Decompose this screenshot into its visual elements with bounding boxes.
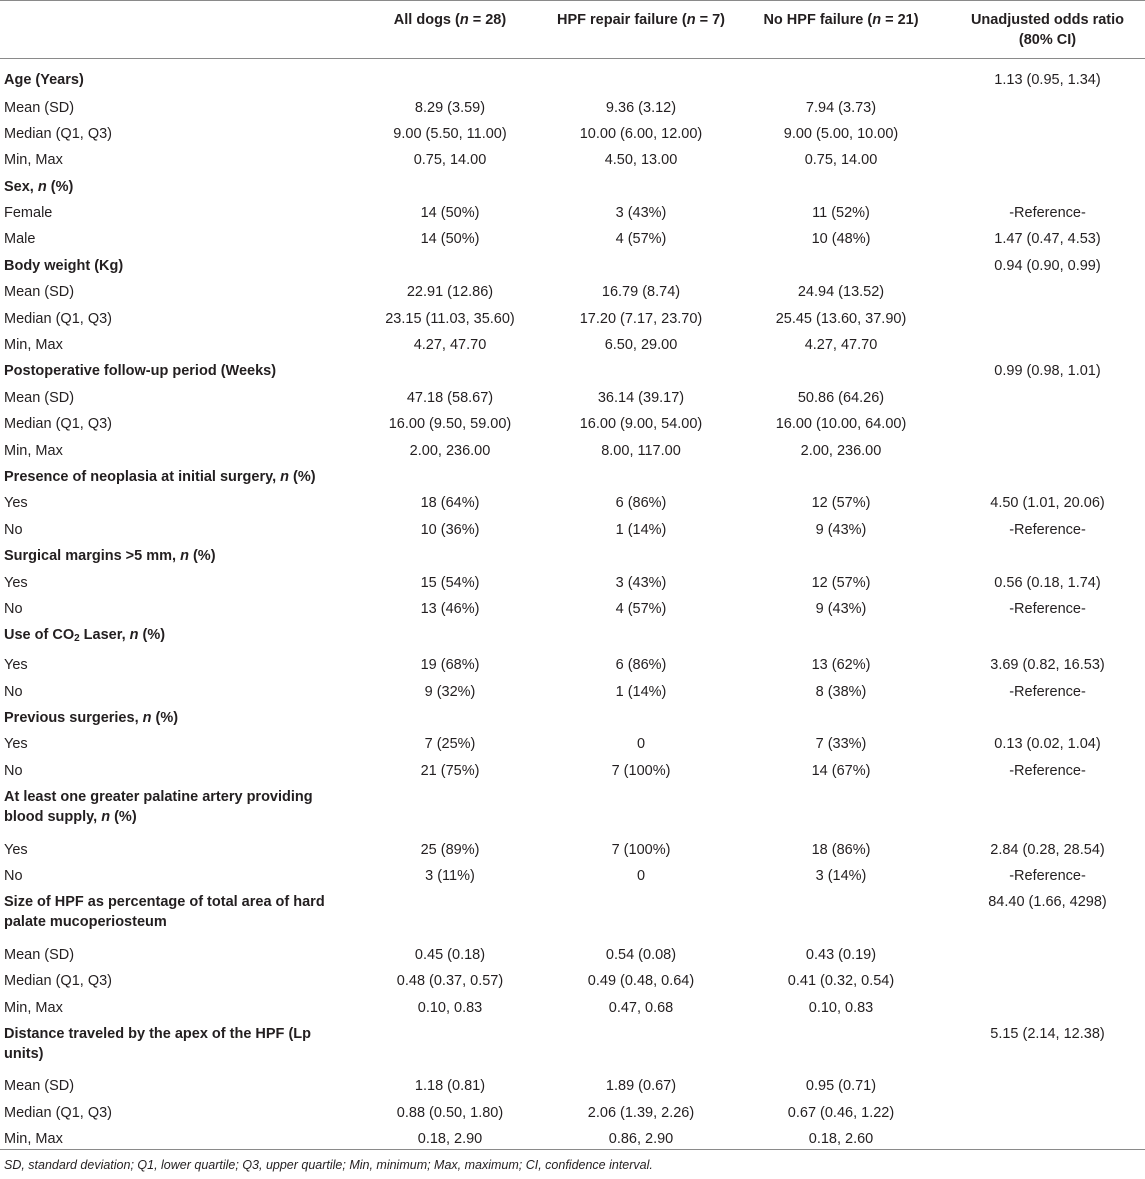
cell-odds-ratio: 4.50 (1.01, 20.06) (990, 495, 1105, 512)
row-label: Yes (4, 657, 28, 674)
cell-hpf-failure: 8.00, 117.00 (601, 442, 681, 459)
cell-no-hpf-failure: 7.94 (3.73) (805, 99, 877, 116)
cell-all-dogs: 14 (50%) (420, 231, 480, 248)
cell-no-hpf-failure (732, 543, 950, 569)
cell-odds-ratio (950, 622, 1145, 652)
row-label: Mean (SD) (4, 389, 75, 406)
cell-odds-ratio: 3.69 (0.82, 16.53) (990, 657, 1105, 674)
cell-odds-ratio (950, 438, 1145, 464)
header-cell-odds-ratio: Unadjusted odds ratio (80% CI) (950, 1, 1145, 59)
section-label: Previous surgeries, n (%) (4, 710, 179, 727)
cell-odds-ratio (950, 385, 1145, 411)
cell-all-dogs (350, 59, 550, 95)
cell-no-hpf-failure (732, 174, 950, 200)
table-row (0, 837, 1145, 863)
row-label: Min, Max (4, 152, 63, 169)
cell-all-dogs: 47.18 (58.67) (406, 389, 494, 406)
table-row (0, 1100, 1145, 1126)
cell-all-dogs (350, 1021, 550, 1073)
cell-odds-ratio: 0.13 (0.02, 1.04) (994, 736, 1101, 753)
cell-no-hpf-failure: 4.27, 47.70 (804, 337, 878, 354)
section-row (0, 464, 1145, 490)
section-row (0, 889, 1145, 941)
table-row (0, 731, 1145, 757)
cell-all-dogs (350, 253, 550, 279)
cell-odds-ratio (950, 411, 1145, 437)
cell-all-dogs: 7 (25%) (424, 736, 476, 753)
table-row (0, 121, 1145, 147)
cell-hpf-failure: 16.79 (8.74) (601, 284, 681, 301)
cell-no-hpf-failure (732, 59, 950, 95)
row-label: No (4, 762, 23, 779)
section-row (0, 784, 1145, 836)
cell-all-dogs (350, 543, 550, 569)
cell-odds-ratio (950, 995, 1145, 1021)
cell-all-dogs: 9.00 (5.50, 11.00) (393, 125, 507, 142)
cell-no-hpf-failure: 13 (62%) (811, 657, 871, 674)
cell-hpf-failure: 9.36 (3.12) (605, 99, 677, 116)
table-header (0, 1, 1145, 59)
cell-hpf-failure (550, 543, 732, 569)
row-label: Female (4, 205, 53, 222)
row-label: Yes (4, 495, 28, 512)
cell-all-dogs: 15 (54%) (420, 574, 480, 591)
cell-no-hpf-failure: 11 (52%) (812, 205, 870, 222)
cell-no-hpf-failure: 14 (67%) (811, 762, 871, 779)
cell-all-dogs: 0.10, 0.83 (417, 999, 483, 1016)
cell-all-dogs: 23.15 (11.03, 35.60) (385, 310, 515, 327)
cell-odds-ratio (950, 332, 1145, 358)
cell-odds-ratio (950, 968, 1145, 994)
row-label: Yes (4, 574, 28, 591)
table-row (0, 942, 1145, 968)
cell-no-hpf-failure: 0.18, 2.60 (808, 1131, 874, 1148)
cell-hpf-failure: 6.50, 29.00 (604, 337, 678, 354)
cell-odds-ratio: -Reference- (1009, 521, 1086, 538)
cell-hpf-failure (550, 358, 732, 384)
cell-odds-ratio (950, 1100, 1145, 1126)
cell-hpf-failure (550, 622, 732, 652)
row-label: Median (Q1, Q3) (4, 310, 112, 327)
cell-hpf-failure (550, 253, 732, 279)
row-label: Min, Max (4, 337, 63, 354)
cell-hpf-failure (550, 464, 732, 490)
cell-all-dogs: 0.88 (0.50, 1.80) (396, 1104, 504, 1121)
cell-odds-ratio: 0.94 (0.90, 0.99) (994, 257, 1101, 274)
cell-odds-ratio: -Reference- (1009, 683, 1086, 700)
table-footnote: SD, standard deviation; Q1, lower quartile; Q3, upper quartile; Min, minimum; Max, maximum; CI, confidence interval. (0, 1149, 1145, 1172)
table-row (0, 517, 1145, 543)
cell-hpf-failure: 17.20 (7.17, 23.70) (579, 310, 703, 327)
table-row (0, 490, 1145, 516)
row-label: No (4, 521, 23, 538)
header-cell-no-hpf-failure: No HPF failure (n = 21) (732, 1, 950, 59)
cell-all-dogs (350, 705, 550, 731)
section-row (0, 253, 1145, 279)
cell-all-dogs: 0.45 (0.18) (414, 946, 486, 963)
cell-odds-ratio (950, 95, 1145, 121)
table-row (0, 385, 1145, 411)
cell-all-dogs: 0.48 (0.37, 0.57) (396, 973, 504, 990)
row-label: Median (Q1, Q3) (4, 1104, 112, 1121)
cell-hpf-failure: 0.54 (0.08) (605, 946, 677, 963)
cell-hpf-failure: 2.06 (1.39, 2.26) (587, 1104, 695, 1121)
cell-hpf-failure: 10.00 (6.00, 12.00) (579, 125, 703, 142)
cell-odds-ratio: -Reference- (1009, 762, 1086, 779)
cell-all-dogs: 13 (46%) (420, 600, 480, 617)
cell-hpf-failure: 1 (14%) (615, 683, 667, 700)
cell-odds-ratio: 0.99 (0.98, 1.01) (994, 363, 1101, 380)
cell-no-hpf-failure (732, 705, 950, 731)
row-label: Yes (4, 736, 28, 753)
cell-odds-ratio: 1.13 (0.95, 1.34) (994, 72, 1101, 88)
cell-odds-ratio (950, 121, 1145, 147)
cell-no-hpf-failure (732, 464, 950, 490)
table-row (0, 863, 1145, 889)
cell-hpf-failure: 0 (636, 736, 646, 753)
cell-no-hpf-failure: 0.43 (0.19) (805, 946, 877, 963)
cell-no-hpf-failure: 12 (57%) (811, 495, 871, 512)
cell-hpf-failure (550, 174, 732, 200)
cell-no-hpf-failure: 0.75, 14.00 (804, 152, 878, 169)
section-label: Sex, n (%) (4, 178, 74, 195)
cell-all-dogs: 0.18, 2.90 (417, 1131, 483, 1148)
cell-hpf-failure: 3 (43%) (615, 574, 667, 591)
cell-no-hpf-failure: 9.00 (5.00, 10.00) (783, 125, 899, 142)
table-row (0, 438, 1145, 464)
table-row (0, 279, 1145, 305)
cell-no-hpf-failure (732, 889, 950, 941)
cell-no-hpf-failure: 2.00, 236.00 (800, 442, 882, 459)
cell-odds-ratio: 0.56 (0.18, 1.74) (994, 574, 1101, 591)
row-label: Median (Q1, Q3) (4, 125, 112, 142)
row-label: No (4, 600, 23, 617)
cell-odds-ratio (950, 306, 1145, 332)
table-row (0, 570, 1145, 596)
table-row (0, 968, 1145, 994)
cell-odds-ratio (950, 279, 1145, 305)
table-row (0, 147, 1145, 173)
cell-no-hpf-failure: 7 (33%) (815, 736, 867, 753)
table-row (0, 95, 1145, 121)
cell-hpf-failure: 0.47, 0.68 (608, 999, 674, 1016)
cell-hpf-failure: 16.00 (9.00, 54.00) (579, 416, 703, 433)
row-label: Min, Max (4, 1131, 63, 1148)
cell-all-dogs: 8.29 (3.59) (414, 99, 486, 116)
section-row (0, 59, 1145, 95)
cell-hpf-failure: 1 (14%) (615, 521, 667, 538)
cell-all-dogs: 18 (64%) (420, 495, 480, 512)
row-label: Male (4, 231, 36, 248)
cell-odds-ratio: 1.47 (0.47, 4.53) (994, 231, 1101, 248)
header-cell-all-dogs: All dogs (n = 28) (350, 1, 550, 59)
cell-all-dogs: 19 (68%) (420, 657, 480, 674)
section-label: Surgical margins >5 mm, n (%) (4, 548, 216, 565)
cell-hpf-failure: 4 (57%) (615, 231, 667, 248)
table-row (0, 596, 1145, 622)
cell-no-hpf-failure: 25.45 (13.60, 37.90) (775, 310, 907, 327)
cell-hpf-failure (550, 1021, 732, 1073)
cell-odds-ratio: 84.40 (1.66, 4298) (988, 894, 1107, 911)
table-body (0, 59, 1145, 1155)
row-label: Mean (SD) (4, 946, 75, 963)
cell-all-dogs (350, 464, 550, 490)
cell-hpf-failure: 36.14 (39.17) (597, 389, 685, 406)
row-label: Mean (SD) (4, 99, 75, 116)
cell-odds-ratio (950, 1073, 1145, 1099)
cell-no-hpf-failure: 12 (57%) (811, 574, 871, 591)
cell-odds-ratio: 5.15 (2.14, 12.38) (990, 1026, 1105, 1042)
cell-no-hpf-failure: 0.41 (0.32, 0.54) (787, 973, 895, 990)
cell-no-hpf-failure: 24.94 (13.52) (797, 284, 885, 301)
cell-odds-ratio: 2.84 (0.28, 28.54) (990, 841, 1105, 858)
cell-all-dogs (350, 784, 550, 836)
row-label: Yes (4, 841, 28, 858)
cell-hpf-failure: 7 (100%) (611, 762, 671, 779)
section-label: Size of HPF as percentage of total area of hard palate mucoperiosteum (4, 894, 325, 931)
table-row (0, 1073, 1145, 1099)
cell-hpf-failure: 3 (43%) (615, 205, 667, 222)
cell-odds-ratio (950, 174, 1145, 200)
cell-hpf-failure (550, 59, 732, 95)
cell-hpf-failure: 7 (100%) (611, 841, 671, 858)
cell-hpf-failure (550, 705, 732, 731)
cell-all-dogs: 16.00 (9.50, 59.00) (388, 416, 512, 433)
table-row (0, 995, 1145, 1021)
cell-hpf-failure: 4.50, 13.00 (604, 152, 678, 169)
cell-hpf-failure (550, 784, 732, 836)
cell-no-hpf-failure: 8 (38%) (815, 683, 867, 700)
cell-no-hpf-failure (732, 253, 950, 279)
cell-odds-ratio (950, 784, 1145, 836)
row-label: No (4, 868, 23, 885)
cell-no-hpf-failure: 0.10, 0.83 (808, 999, 874, 1016)
cell-all-dogs (350, 622, 550, 652)
cell-all-dogs: 0.75, 14.00 (413, 152, 487, 169)
cell-odds-ratio (950, 942, 1145, 968)
section-row (0, 174, 1145, 200)
header-row (0, 1, 1145, 59)
cell-hpf-failure (550, 889, 732, 941)
cell-hpf-failure: 4 (57%) (615, 600, 667, 617)
table-row (0, 679, 1145, 705)
row-label: Mean (SD) (4, 284, 75, 301)
cell-odds-ratio: -Reference- (1009, 868, 1086, 885)
cell-all-dogs: 25 (89%) (420, 841, 480, 858)
cell-odds-ratio (950, 705, 1145, 731)
section-label: Age (Years) (4, 72, 84, 88)
section-row (0, 358, 1145, 384)
cell-no-hpf-failure (732, 622, 950, 652)
cell-all-dogs: 4.27, 47.70 (413, 337, 487, 354)
header-cell-label (0, 1, 350, 59)
table-row (0, 200, 1145, 226)
cell-no-hpf-failure (732, 358, 950, 384)
cell-odds-ratio (950, 147, 1145, 173)
section-row (0, 622, 1145, 652)
cell-all-dogs (350, 174, 550, 200)
cell-no-hpf-failure: 0.67 (0.46, 1.22) (787, 1104, 895, 1121)
cell-no-hpf-failure: 3 (14%) (815, 868, 867, 885)
section-label: At least one greater palatine artery providing blood supply, n (%) (4, 789, 313, 826)
cell-hpf-failure: 0.49 (0.48, 0.64) (587, 973, 695, 990)
cell-no-hpf-failure: 18 (86%) (811, 841, 871, 858)
row-label: Min, Max (4, 999, 63, 1016)
section-label: Use of $CO_2$ Laser, n (%) (4, 627, 166, 645)
cell-all-dogs: 3 (11%) (425, 868, 475, 885)
cell-no-hpf-failure: 9 (43%) (815, 521, 867, 538)
cell-all-dogs: 2.00, 236.00 (409, 442, 491, 459)
table-row (0, 332, 1145, 358)
table-row (0, 306, 1145, 332)
table-row (0, 411, 1145, 437)
table-row (0, 226, 1145, 252)
cell-no-hpf-failure: 9 (43%) (815, 600, 867, 617)
section-label: Body weight (Kg) (4, 257, 124, 274)
table-row (0, 758, 1145, 784)
section-row (0, 705, 1145, 731)
cell-all-dogs: 9 (32%) (424, 683, 476, 700)
row-label: No (4, 683, 23, 700)
cell-no-hpf-failure (732, 784, 950, 836)
row-label: Median (Q1, Q3) (4, 973, 112, 990)
cell-all-dogs: 21 (75%) (420, 762, 480, 779)
section-label: Postoperative follow-up period (Weeks) (4, 363, 277, 380)
cell-no-hpf-failure: 50.86 (64.26) (797, 389, 885, 406)
cell-all-dogs: 14 (50%) (420, 205, 480, 222)
cell-no-hpf-failure: 0.95 (0.71) (805, 1078, 877, 1095)
section-row (0, 543, 1145, 569)
cell-all-dogs (350, 889, 550, 941)
cell-no-hpf-failure: 16.00 (10.00, 64.00) (775, 416, 907, 433)
cell-odds-ratio: -Reference- (1009, 600, 1086, 617)
cell-all-dogs: 1.18 (0.81) (414, 1078, 486, 1095)
cell-no-hpf-failure: 10 (48%) (811, 231, 871, 248)
cell-hpf-failure: 0 (636, 868, 646, 885)
table-row (0, 652, 1145, 678)
cell-hpf-failure: 1.89 (0.67) (605, 1078, 677, 1095)
cell-all-dogs: 10 (36%) (420, 521, 480, 538)
cell-odds-ratio (950, 464, 1145, 490)
row-label: Median (Q1, Q3) (4, 416, 112, 433)
section-label: Presence of neoplasia at initial surgery, n (%) (4, 468, 316, 485)
cell-odds-ratio (950, 543, 1145, 569)
row-label: Mean (SD) (4, 1078, 75, 1095)
cell-all-dogs: 22.91 (12.86) (406, 284, 494, 301)
cell-no-hpf-failure (732, 1021, 950, 1073)
cell-all-dogs (350, 358, 550, 384)
cell-odds-ratio: -Reference- (1009, 205, 1086, 222)
cell-hpf-failure: 0.86, 2.90 (608, 1131, 674, 1148)
section-row (0, 1021, 1145, 1073)
cell-hpf-failure: 6 (86%) (615, 495, 667, 512)
cell-hpf-failure: 6 (86%) (615, 657, 667, 674)
row-label: Min, Max (4, 442, 63, 459)
header-cell-hpf-failure: HPF repair failure (n = 7) (550, 1, 732, 59)
section-label: Distance traveled by the apex of the HPF (Lp units) (4, 1026, 311, 1062)
